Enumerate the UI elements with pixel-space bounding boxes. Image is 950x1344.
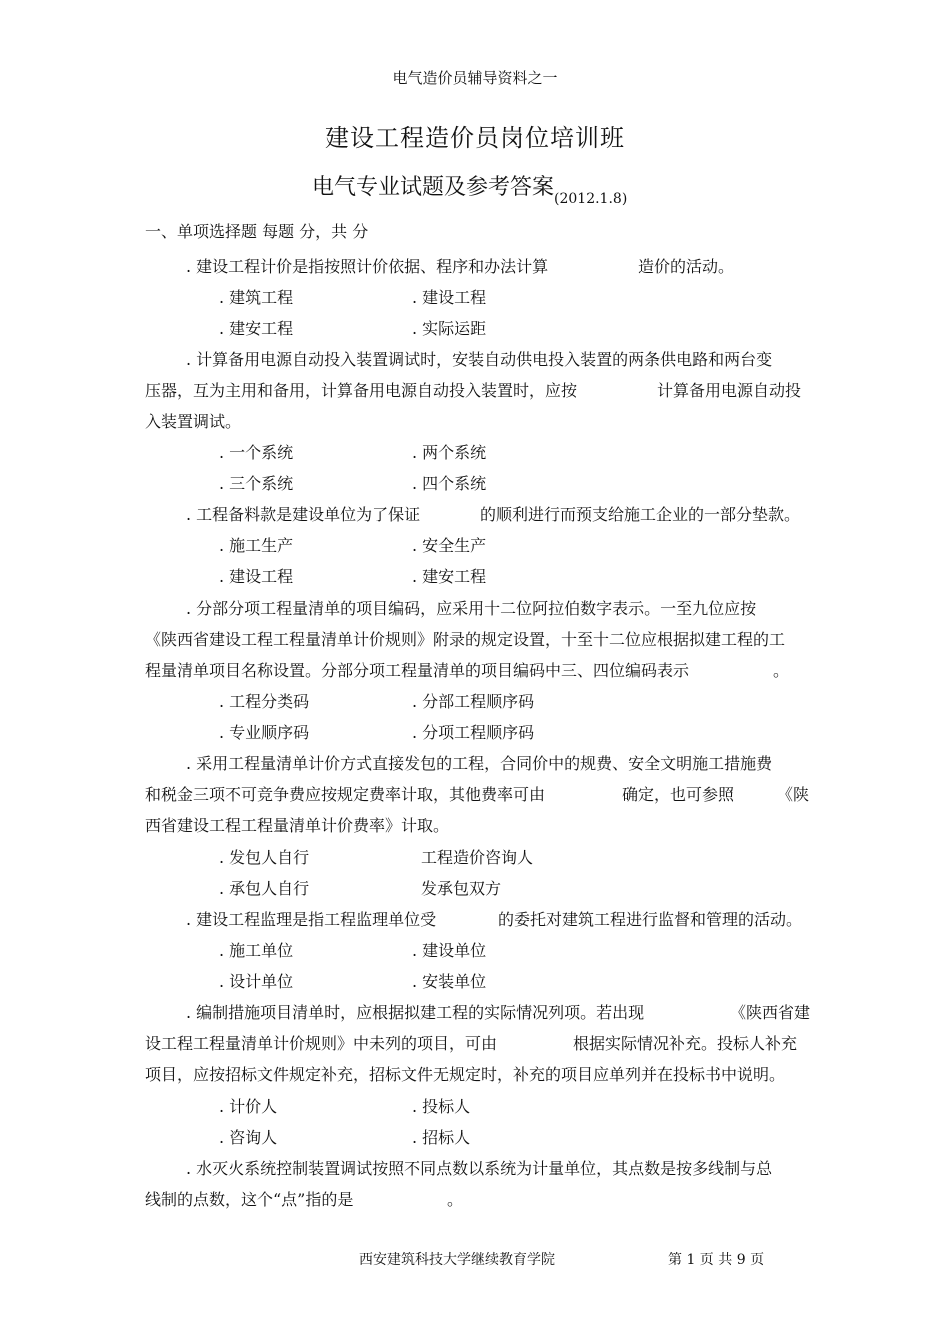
q7-line-2a: 设工程工程量清单计价规则》中未列的项目，可由 bbox=[145, 1034, 498, 1053]
q4-option-b: . 分部工程顺序码 bbox=[412, 692, 535, 711]
q1-option-b: . 建设工程 bbox=[412, 288, 487, 307]
document-title: 建设工程造价员岗位培训班 bbox=[325, 124, 625, 152]
q2-line-2b: 计算备用电源自动投 bbox=[657, 381, 802, 400]
subtitle-date: (2012.1.8) bbox=[554, 191, 628, 207]
q4-option-c: . 专业顺序码 bbox=[219, 723, 310, 742]
q7-line-1b: 《陕西省建 bbox=[730, 1003, 811, 1022]
q5-line-2c: 《陕 bbox=[777, 785, 810, 804]
q8-line-2b: 。 bbox=[447, 1190, 464, 1209]
q3-option-a: . 施工生产 bbox=[219, 536, 294, 555]
q4-line-1: . 分部分项工程量清单的项目编码，应采用十二位阿拉伯数字表示。一至九位应按 bbox=[186, 599, 757, 618]
q2-option-a: . 一个系统 bbox=[219, 443, 294, 462]
q2-line-2a: 压器，互为主用和备用，计算备用电源自动投入装置时，应按 bbox=[145, 381, 578, 400]
q6-stem-b: 的委托对建筑工程进行监督和管理的活动。 bbox=[498, 910, 803, 929]
page-header: 电气造价员辅导资料之一 bbox=[392, 69, 558, 87]
q7-line-2b: 根据实际情况补充。投标人补充 bbox=[573, 1034, 798, 1053]
q2-option-b: . 两个系统 bbox=[412, 443, 487, 462]
q5-option-b: 工程造价咨询人 bbox=[421, 848, 534, 867]
q7-option-c: . 咨询人 bbox=[219, 1128, 278, 1147]
q6-option-d: . 安装单位 bbox=[412, 972, 487, 991]
q5-line-2b: 确定，也可参照 bbox=[622, 785, 735, 804]
q5-option-a: . 发包人自行 bbox=[219, 848, 310, 867]
q5-line-3: 西省建设工程工程量清单计价费率》计取。 bbox=[145, 816, 450, 835]
q2-line-1: . 计算备用电源自动投入装置调试时，安装自动供电投入装置的两条供电路和两台变 bbox=[186, 350, 773, 369]
q7-option-b: . 投标人 bbox=[412, 1097, 471, 1116]
q4-option-a: . 工程分类码 bbox=[219, 692, 310, 711]
q1-option-a: . 建筑工程 bbox=[219, 288, 294, 307]
footer-institution: 西安建筑科技大学继续教育学院 bbox=[359, 1252, 555, 1268]
q4-option-d: . 分项工程顺序码 bbox=[412, 723, 535, 742]
subtitle-text: 电气专业试题及参考答案 bbox=[312, 175, 555, 200]
q7-line-1a: . 编制措施项目清单时，应根据拟建工程的实际情况列项。若出现 bbox=[186, 1003, 645, 1022]
q3-stem-a: . 工程备料款是建设单位为了保证 bbox=[186, 505, 421, 524]
q2-option-d: . 四个系统 bbox=[412, 474, 487, 493]
q5-option-c: . 承包人自行 bbox=[219, 879, 310, 898]
q2-option-c: . 三个系统 bbox=[219, 474, 294, 493]
q8-line-2a: 线制的点数，这个“点”指的是 bbox=[145, 1190, 354, 1209]
q6-stem-a: . 建设工程监理是指工程监理单位受 bbox=[186, 910, 437, 929]
q1-stem-b: 造价的活动。 bbox=[638, 257, 735, 276]
q6-option-c: . 设计单位 bbox=[219, 972, 294, 991]
q4-line-2: 《陕西省建设工程工程量清单计价规则》附录的规定设置，十至十二位应根据拟建工程的工 bbox=[145, 630, 786, 649]
q7-line-3: 项目，应按招标文件规定补充，招标文件无规定时，补充的项目应单列并在投标书中说明。 bbox=[145, 1065, 786, 1084]
q7-option-d: . 招标人 bbox=[412, 1128, 471, 1147]
q6-option-a: . 施工单位 bbox=[219, 941, 294, 960]
q5-option-d: 发承包双方 bbox=[421, 879, 502, 898]
q1-stem-a: . 建设工程计价是指按照计价依据、程序和办法计算 bbox=[186, 257, 549, 276]
footer-page-info: 第 1 页 共 9 页 bbox=[668, 1252, 765, 1268]
q1-option-d: . 实际运距 bbox=[412, 319, 487, 338]
q5-line-1: . 采用工程量清单计价方式直接发包的工程，合同价中的规费、安全文明施工措施费 bbox=[186, 754, 773, 773]
q3-option-d: . 建安工程 bbox=[412, 567, 487, 586]
q4-line-3b: 。 bbox=[773, 661, 790, 680]
q6-option-b: . 建设单位 bbox=[412, 941, 487, 960]
q1-option-c: . 建安工程 bbox=[219, 319, 294, 338]
document-subtitle bbox=[312, 170, 628, 207]
q4-line-3a: 程量清单项目名称设置。分部分项工程量清单的项目编码中三、四位编码表示 bbox=[145, 661, 690, 680]
q3-stem-b: 的顺利进行而预支给施工企业的一部分垫款。 bbox=[480, 505, 801, 524]
section-heading: 一、单项选择题 每题 分，共 分 bbox=[145, 222, 369, 241]
q3-option-b: . 安全生产 bbox=[412, 536, 487, 555]
q3-option-c: . 建设工程 bbox=[219, 567, 294, 586]
q5-line-2a: 和税金三项不可竞争费应按规定费率计取，其他费率可由 bbox=[145, 785, 546, 804]
q7-option-a: . 计价人 bbox=[219, 1097, 278, 1116]
q2-line-3: 入装置调试。 bbox=[145, 412, 242, 431]
q8-line-1: . 水灭火系统控制装置调试按照不同点数以系统为计量单位，其点数是按多线制与总 bbox=[186, 1159, 773, 1178]
